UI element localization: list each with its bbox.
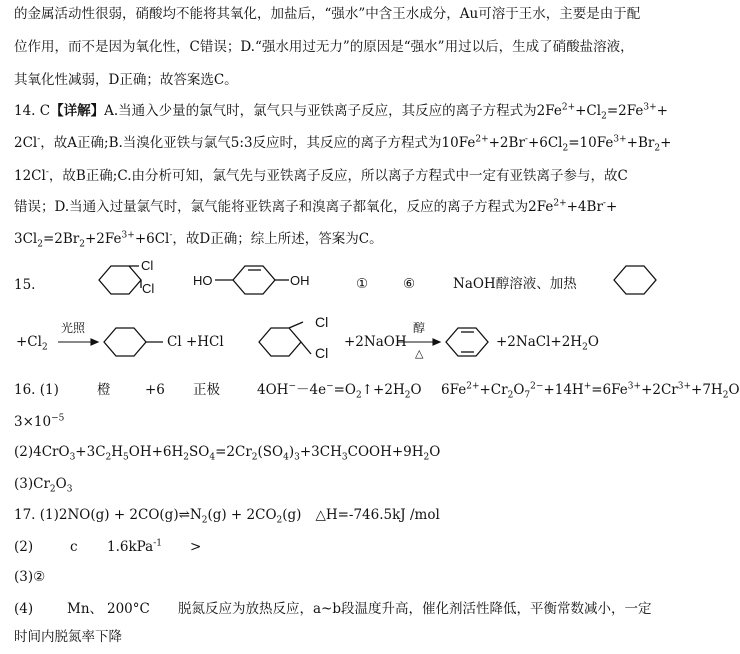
q17-line-3: (3)② <box>14 569 46 585</box>
q14-line-4: 错误；D.当通入过量氯气时，氯气能将亚铁离子和溴离子都氧化，反应的离子方程式为$2Fe^{2+}+4Br^-+$ <box>14 198 618 215</box>
answer-mark-1: ① <box>356 276 369 292</box>
q17-line-1: 17. $(1)2NO(g) + 2CO(g)\rightleftharpoons N_2(g) + 2CO_2(g)$ △H=-746.5kJ /mol <box>14 507 440 526</box>
cl-label-eq2-bottom: Cl <box>315 345 329 361</box>
q17-2-number: (2) <box>14 539 34 555</box>
q16-pole: 正极 <box>193 382 220 398</box>
cyclohexenediol-structure <box>215 266 289 294</box>
answer-mark-6: ⑥ <box>403 276 416 292</box>
q17-4-metal: Mn、 <box>67 601 104 617</box>
alcohol-condition: 醇 <box>413 321 426 335</box>
q13-line-3: 其氧化性减弱，D正确；故答案选C。 <box>14 72 238 88</box>
chlorocyclohexane-structure <box>104 328 163 356</box>
cl-label-top: Cl <box>141 258 154 273</box>
q14-line-2: 2Cl-，故A正确;B.当溴化亚铁与氯气5:3反应时，其反应的离子方程式为$10Fe^{2+}+2Br^-+6Cl_2=10Fe^{3+}+Br_2+$ <box>14 134 672 154</box>
alcohol-arrow-head <box>433 339 440 345</box>
q13-line-2: 位作用，而不是因为氧化性，C错误；D.“强水用过无力”的原因是“强水”用过以后，生成了硝酸盐溶液， <box>14 39 634 55</box>
q17-2-greater: > <box>190 539 202 555</box>
q16-valence: +6 <box>145 382 165 398</box>
heat-condition: △ <box>415 347 424 360</box>
q14-line-5: $3Cl_2=2Br_2+2Fe^{3+}+6Cl^-$，故D正确；综上所述，答案为C。 <box>14 230 383 250</box>
cl-label-bottom: Cl <box>142 281 155 296</box>
ho-label: HO <box>193 273 213 288</box>
q15-number: 15. <box>14 277 36 293</box>
cyclohexane-structure <box>614 266 656 294</box>
q13-line-1: 的金属活动性很弱，硝酸均不能将其氧化，加盐后，“强水”中含王水成分，Au可溶于王水，主要是由于配 <box>14 6 641 22</box>
q14-line-3: 12Cl-，故B正确;C.由分析可知，氯气先与亚铁离子反应，所以离子方程式中一定有亚铁离子参与，故C <box>14 167 628 184</box>
reaction-condition: NaOH醇溶液、加热 <box>453 276 577 292</box>
q16-color: 橙 <box>97 382 111 398</box>
dichlorocyclohexane-structure-2 <box>259 322 311 356</box>
eq2-reagent: +2NaOH <box>344 334 407 350</box>
q16-redox-equation: $6Fe^{2+}+Cr_2O_7^{2-}+14H^+=6Fe^{3+}+2Cr^{3+}+7H_2O$ <box>441 381 740 401</box>
q16-anode-equation: $4OH^--4e^-=O_2↑+2H_2O$ <box>257 381 422 401</box>
q17-4-explanation: 脱氮反应为放热反应，a~b段温度升高，催化剂活性降低，平衡常数减小，一定 <box>178 601 652 617</box>
q16-line-4: $(3)Cr_2O_3$ <box>14 476 73 495</box>
dichlorocyclohexane-structure <box>99 266 141 294</box>
q16-line-3: $(2)4CrO_3+3C_2H_5OH+6H_2SO_4=2Cr_2(SO_4)_3+3CH_3COOH+9H_2O$ <box>14 444 441 463</box>
oh-label: OH <box>290 273 310 288</box>
q17-4-number: (4) <box>14 601 34 617</box>
q17-2-answer-c: c <box>70 539 78 555</box>
detail-tag: 【详解】 <box>50 103 105 119</box>
cl-label-eq2-top: Cl <box>315 314 329 330</box>
q14-line-1: 14. C【详解】A.当通入少量的氯气时，氯气只与亚铁离子反应，其反应的离子方程式为$2Fe^{2+}+Cl_2=2Fe^{3+}+$ <box>14 102 668 122</box>
q17-2-value: 1.6kPa$^{-1}$ <box>107 538 162 555</box>
eq1-left: $+Cl_2$ <box>16 334 48 353</box>
light-condition: 光照 <box>61 321 86 335</box>
q16-number: 16. (1) <box>14 382 59 398</box>
eq1-right: Cl +HCl <box>167 334 224 350</box>
q17-line-5: 时间内脱氮率下降 <box>14 629 122 645</box>
q16-line-2: $3\times 10^{-5}$ <box>14 413 65 430</box>
q17-4-temperature: 200°C <box>107 601 150 617</box>
cyclohexadiene-structure <box>446 328 488 356</box>
light-arrow-head <box>91 339 98 345</box>
eq2-right: $+2NaCl+2H_2O$ <box>496 334 599 353</box>
